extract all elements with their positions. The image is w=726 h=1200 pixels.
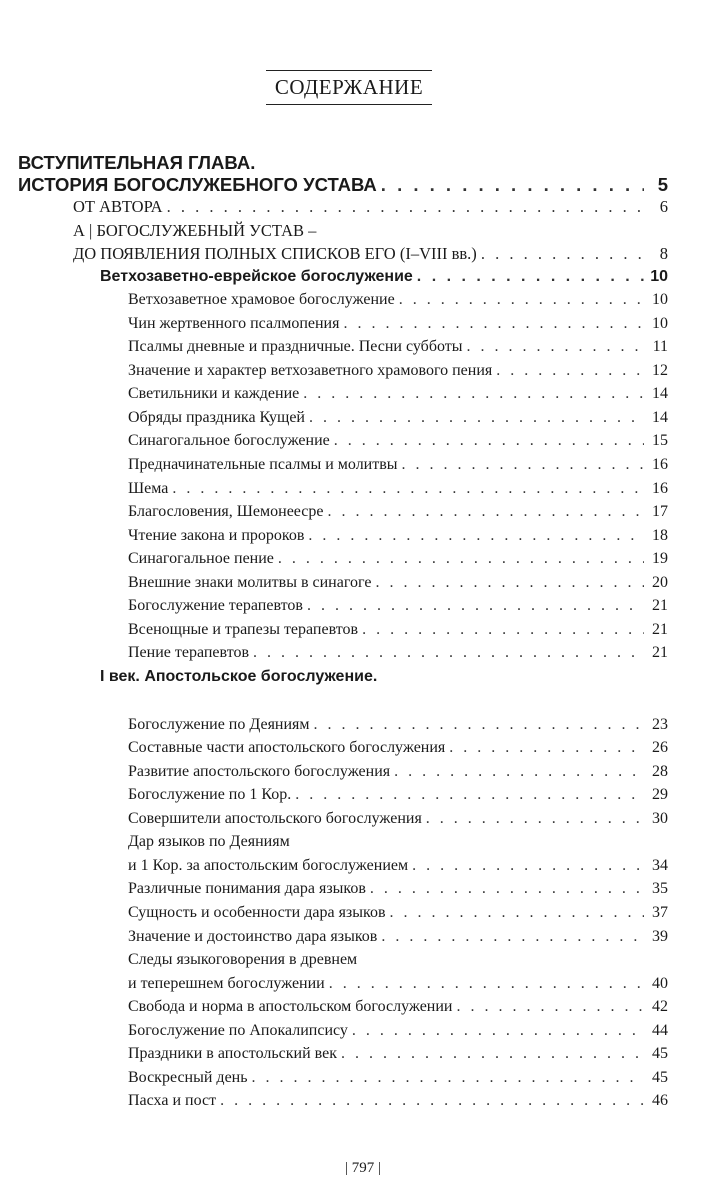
toc-entry[interactable] <box>128 550 668 568</box>
toc-entry-label: Благословения, Шемонеесре <box>128 503 324 520</box>
toc-entry[interactable] <box>128 951 668 969</box>
toc-entry-label: Обряды праздника Кущей <box>128 409 305 426</box>
toc-entry[interactable] <box>128 362 668 380</box>
leader-dots <box>278 550 644 568</box>
toc-entry-label: Составные части апостольского богослужения <box>128 739 446 756</box>
toc-entry-label: Значение и достоинство дара языков <box>128 928 378 945</box>
toc-entry[interactable] <box>128 574 668 592</box>
toc-entry-label: Богослужение по Апокалипсису <box>128 1022 348 1039</box>
leader-dots <box>220 1092 644 1110</box>
leader-dots <box>466 338 644 356</box>
toc-entry-page: 6 <box>659 197 668 216</box>
leader-dots <box>402 456 644 474</box>
toc-entry-page: 26 <box>652 739 668 756</box>
toc-entry-label: Следы языкоговорения в древнем <box>128 951 358 968</box>
toc-entry[interactable] <box>73 244 668 264</box>
leader-dots <box>334 432 644 450</box>
toc-entry-page: 45 <box>652 1069 668 1086</box>
toc-entry[interactable] <box>128 833 668 851</box>
leader-dots <box>481 244 644 264</box>
toc-entry-label: Синагогальное богослужение <box>128 432 330 449</box>
leader-dots <box>295 786 644 804</box>
leader-dots <box>457 998 645 1016</box>
toc-entry-page: 45 <box>652 1045 668 1062</box>
toc-entry[interactable] <box>128 527 668 545</box>
toc-entry-label: Сущность и особенности дара языков <box>128 904 386 921</box>
toc-entry-label: Всенощные и трапезы терапевтов <box>128 621 359 638</box>
toc-entry[interactable] <box>128 385 668 403</box>
toc-entry[interactable] <box>128 621 668 639</box>
toc-entry[interactable] <box>128 998 668 1016</box>
toc-entry-page: 17 <box>652 503 668 520</box>
toc-entry[interactable] <box>128 597 668 615</box>
leader-dots <box>172 480 644 498</box>
toc-entry-label: Значение и характер ветхозаветного храмового пения <box>128 362 493 379</box>
leader-dots <box>370 880 644 898</box>
toc-entry[interactable] <box>128 1022 668 1040</box>
toc-entry-page: 35 <box>652 880 668 897</box>
toc-entry-label: Синагогальное пение <box>128 550 274 567</box>
leader-dots <box>329 975 644 993</box>
leader-dots <box>352 1022 644 1040</box>
toc-entry-label: Богослужение по 1 Кор. <box>128 786 292 803</box>
leader-dots <box>307 597 644 615</box>
toc-entry-label: Воскресный день <box>128 1069 248 1086</box>
toc-entry[interactable] <box>128 975 668 993</box>
toc-entry-page: 21 <box>652 621 668 638</box>
toc-entry-label: ОТ АВТОРА <box>73 197 163 216</box>
toc-entry[interactable] <box>128 857 668 875</box>
toc-entry-page: 40 <box>652 975 668 992</box>
toc-entry[interactable] <box>128 928 668 946</box>
toc-entry-page: 28 <box>652 763 668 780</box>
leader-dots <box>309 409 644 427</box>
toc-entry-page: 10 <box>652 291 668 308</box>
toc-entry-label: Дар языков по Деяниям <box>128 833 290 850</box>
toc-entry[interactable] <box>128 456 668 474</box>
toc-entry[interactable] <box>128 480 668 498</box>
leader-dots <box>381 928 644 946</box>
toc-entry-page: 15 <box>652 432 668 449</box>
toc-entry-label: ИСТОРИЯ БОГОСЛУЖЕБНОГО УСТАВА <box>18 174 377 195</box>
toc-entry-page: 29 <box>652 786 668 803</box>
toc-entry[interactable] <box>128 1092 668 1110</box>
leader-dots <box>381 174 644 196</box>
toc-entry-label: Развитие апостольского богослужения <box>128 763 391 780</box>
toc-entry-page: 23 <box>652 716 668 733</box>
toc-entry[interactable] <box>128 739 668 757</box>
toc-entry-chapter[interactable] <box>18 174 668 196</box>
leader-dots <box>496 362 644 380</box>
leader-dots <box>314 716 644 734</box>
leader-dots <box>394 763 644 781</box>
toc-entry[interactable] <box>128 1069 668 1087</box>
toc-entry-label: Свобода и норма в апостольском богослужении <box>128 998 453 1015</box>
toc-entry-page: 12 <box>652 362 668 379</box>
toc-entry-section[interactable] <box>100 668 668 686</box>
toc-entry-label: Богослужение терапевтов <box>128 597 303 614</box>
toc-entry-page: 14 <box>652 409 668 426</box>
toc-entry-page: 21 <box>652 597 668 614</box>
leader-dots <box>375 574 644 592</box>
toc-entry[interactable] <box>128 786 668 804</box>
toc-entry-label: Богослужение по Деяниям <box>128 716 310 733</box>
leader-dots <box>343 315 644 333</box>
toc-entry[interactable] <box>128 432 668 450</box>
toc-entry[interactable] <box>128 503 668 521</box>
leader-dots <box>426 810 644 828</box>
toc-entry[interactable] <box>128 810 668 828</box>
toc-entry[interactable] <box>128 1045 668 1063</box>
toc-entry-label: Шема <box>128 480 169 497</box>
toc-entry[interactable] <box>73 197 668 217</box>
toc-entry-label: Предначинательные псалмы и молитвы <box>128 456 398 473</box>
leader-dots <box>167 197 644 217</box>
toc-entry-page: 8 <box>659 244 668 263</box>
toc-entry-label: Внешние знаки молитвы в синагоге <box>128 574 372 591</box>
toc-entry-chapter[interactable] <box>18 152 688 174</box>
toc-entry-page: 18 <box>652 527 668 544</box>
toc-entry[interactable] <box>128 409 668 427</box>
toc-entry-label: ДО ПОЯВЛЕНИЯ ПОЛНЫХ СПИСКОВ ЕГО (I–VIII вв.) <box>73 244 477 263</box>
toc-entry-label: Чтение закона и пророков <box>128 527 305 544</box>
leader-dots <box>341 1045 644 1063</box>
toc-entry[interactable] <box>73 221 668 241</box>
toc-entry-page: 39 <box>652 928 668 945</box>
toc-entry-label: I век. Апостольское богослужение. <box>100 668 378 685</box>
toc-entry-label: Различные понимания дара языков <box>128 880 366 897</box>
toc-entry[interactable] <box>128 315 668 333</box>
toc-entry-page: 16 <box>652 456 668 473</box>
toc-entry-page: 21 <box>652 644 668 661</box>
toc-entry-page: 10 <box>652 315 668 332</box>
toc-entry[interactable] <box>128 338 668 356</box>
toc-entry-label: Светильники и каждение <box>128 385 300 402</box>
toc-entry-page: 42 <box>652 998 668 1015</box>
toc-entry-page: 11 <box>652 338 668 355</box>
leader-dots <box>328 503 645 521</box>
leader-dots <box>449 739 644 757</box>
toc-entry-page: 30 <box>652 810 668 827</box>
toc-entry-label: Чин жертвенного псалмопения <box>128 315 340 332</box>
toc-entry-label: Ветхозаветное храмовое богослужение <box>128 291 395 308</box>
toc-entry[interactable] <box>128 644 668 662</box>
leader-dots <box>362 621 644 639</box>
toc-entry-page: 10 <box>650 268 668 285</box>
toc-entry-label: ВСТУПИТЕЛЬНАЯ ГЛАВА. <box>18 152 256 173</box>
toc-entry-page: 20 <box>652 574 668 591</box>
toc-entry-label: и теперешнем богослужении <box>128 975 325 992</box>
toc-entry-page: 34 <box>652 857 668 874</box>
toc-entry-label: Псалмы дневные и праздничные. Песни субботы <box>128 338 463 355</box>
toc-entry[interactable] <box>128 763 668 781</box>
toc-entry[interactable] <box>128 716 668 734</box>
toc-entry-page: 44 <box>652 1022 668 1039</box>
toc-entry-page: 19 <box>652 550 668 567</box>
leader-dots <box>412 857 644 875</box>
leader-dots <box>399 291 644 309</box>
toc-entry-label: и 1 Кор. за апостольским богослужением <box>128 857 409 874</box>
toc-entry-label: Совершители апостольского богослужения <box>128 810 422 827</box>
toc-entry-page: 46 <box>652 1092 668 1109</box>
toc-entry-label: Пение терапевтов <box>128 644 250 661</box>
page-number: | 797 | <box>344 1160 381 1176</box>
toc-entry[interactable] <box>128 291 668 309</box>
leader-dots <box>303 385 644 403</box>
leader-dots <box>390 904 644 922</box>
leader-dots <box>253 644 644 662</box>
toc-entry[interactable] <box>128 904 668 922</box>
toc-entry-page: 16 <box>652 480 668 497</box>
toc-entry-page: 37 <box>652 904 668 921</box>
toc-entry-page: 5 <box>657 174 668 195</box>
leader-dots <box>308 527 644 545</box>
toc-entry-label: Пасха и пост <box>128 1092 217 1109</box>
toc-entry-label: Праздники в апостольский век <box>128 1045 337 1062</box>
toc-entry-label: Ветхозаветно-еврейское богослужение <box>100 268 413 285</box>
toc-entry-section[interactable] <box>100 268 668 286</box>
leader-dots <box>252 1069 644 1087</box>
page-title: СОДЕРЖАНИЕ <box>266 70 432 105</box>
toc-entry[interactable] <box>128 880 668 898</box>
toc-entry-page: 14 <box>652 385 668 402</box>
toc-entry-label: А | БОГОСЛУЖЕБНЫЙ УСТАВ – <box>73 221 317 240</box>
leader-dots <box>417 268 644 286</box>
